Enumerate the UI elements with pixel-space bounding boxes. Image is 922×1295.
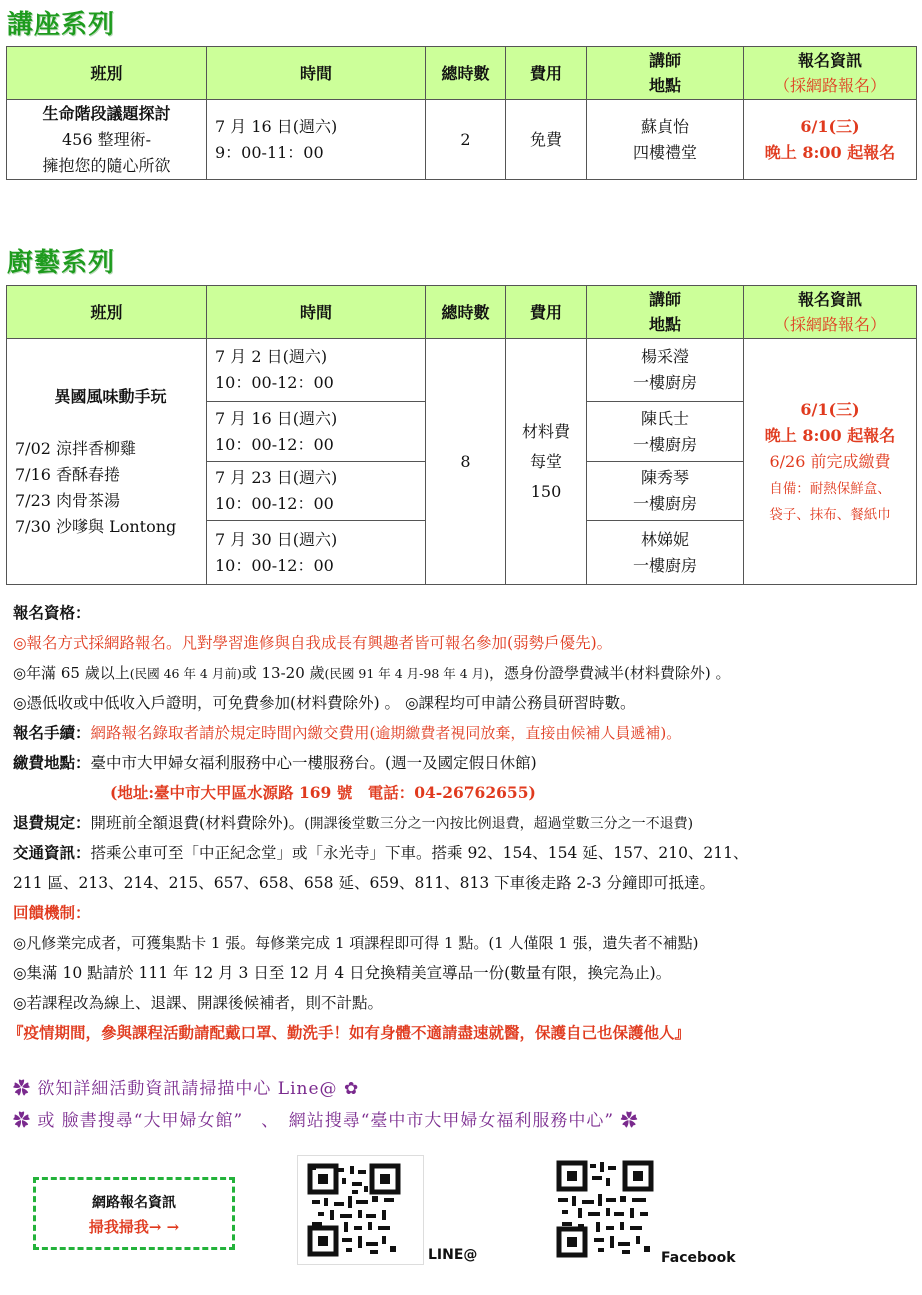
procedure-line: 報名手續：網路報名錄取者請於規定時間內繳交費用(逾期繳費者視同放棄，直接由候補人員遞補)。 (13, 723, 682, 742)
teacher-cell: 陳氏士 一樓廚房 (587, 402, 744, 462)
traffic-line-2: 211 區、213、214、215、657、658、658 延、659、811、813 下車後走路 2-3 分鐘即可抵達。 (13, 874, 715, 892)
hours-cell: 2 (426, 100, 506, 180)
qualification-title: 報名資格： (13, 603, 91, 622)
traffic-line-1: 交通資訊：搭乘公車可至「中正紀念堂」或「永光寺」下車。搭乘 92、154、154 延、157、210、211、 (13, 843, 749, 862)
teacher-cell: 楊采瀅 一樓廚房 (587, 339, 744, 402)
time-cell: 7 月 23 日(週六) 10：00-12：00 (207, 462, 426, 521)
header-teacher-place: 講師 地點 (587, 286, 744, 339)
table-row (7, 339, 917, 402)
teacher-cell: 陳秀琴 一樓廚房 (587, 462, 744, 521)
feedback-line-2: ◎集滿 10 點請於 111 年 12 月 3 日至 12 月 4 日兌換精美宣導品一份(數量有限，換完為止)。 (13, 964, 672, 982)
lecture-section-title: 講座系列 (7, 10, 116, 40)
facebook-qr-code[interactable] (556, 1160, 654, 1258)
cooking-section-title: 廚藝系列 (7, 248, 116, 278)
flower-icon: ✿ (343, 1079, 360, 1099)
time-cell: 7 月 16 日(週六) 10：00-12：00 (207, 402, 426, 462)
time-cell: 7 月 30 日(週六) 10：00-12：00 (207, 521, 426, 585)
flower-icon: ✿ (13, 1111, 31, 1131)
qr-code-icon (556, 1160, 654, 1258)
registration-cell: 6/1(三) 晚上 8:00 起報名 (744, 100, 917, 180)
fee-cell: 材料費 每堂 150 (506, 339, 587, 585)
header-time: 時間 (207, 47, 426, 100)
footer-line-1: ✿ 欲知詳細活動資訊請掃描中心 Line@ ✿ (13, 1079, 360, 1099)
time-cell: 7 月 2 日(週六) 10：00-12：00 (207, 339, 426, 402)
header-hours: 總時數 (426, 286, 506, 339)
cooking-table (6, 285, 917, 585)
header-class: 班別 (7, 47, 207, 100)
feedback-line-1: ◎凡修業完成者，可獲集點卡 1 張。每修業完成 1 項課程即可得 1 點。(1 人僅限 1 張，遺失者不補點) (13, 934, 699, 952)
header-registration: 報名資訊 （採網路報名） (744, 47, 917, 100)
facebook-qr-label: Facebook (661, 1250, 736, 1266)
flower-icon: ✿ (620, 1111, 639, 1131)
payment-line: 繳費地點：臺中市大甲婦女福利服務中心一樓服務台。(週一及國定假日休館) (13, 753, 537, 772)
hours-cell: 8 (426, 339, 506, 585)
header-fee: 費用 (506, 47, 587, 100)
time-cell: 7 月 16 日(週六) 9：00-11：00 (207, 100, 426, 180)
registration-info-box[interactable]: 網路報名資訊 掃我掃我→ → (33, 1177, 235, 1250)
class-cell: 異國風味動手玩 7/02 涼拌香柳雞 7/16 香酥春捲 7/23 肉骨茶湯 7/30 沙嗲與 Lontong (7, 339, 207, 585)
line-qr-label: LINE@ (428, 1247, 478, 1263)
qualification-line-1: ◎報名方式採網路報名。凡對學習進修與自我成長有興趣者皆可報名參加(弱勢戶優先)。 (13, 634, 613, 652)
header-class: 班別 (7, 286, 207, 339)
teacher-cell: 林娣妮 一樓廚房 (587, 521, 744, 585)
header-teacher-place: 講師 地點 (587, 47, 744, 100)
class-cell: 生命階段議題探討 456 整理術- 擁抱您的隨心所欲 (7, 100, 207, 180)
registration-cell: 6/1(三) 晚上 8:00 起報名 6/26 前完成繳費 自備：耐熱保鮮盒、 袋子、抹布、餐紙巾 (744, 339, 917, 585)
qualification-line-2: ◎年滿 65 歲以上(民國 46 年 4 月前)或 13-20 歲(民國 91 年 4 月-98 年 4 月)，憑身份證學費減半(材料費除外) 。 (13, 664, 731, 682)
lecture-table (6, 46, 917, 180)
header-time: 時間 (207, 286, 426, 339)
teacher-cell: 蘇貞怡 四樓禮堂 (587, 100, 744, 180)
feedback-title: 回饋機制： (13, 903, 91, 922)
header-registration: 報名資訊 （採網路報名） (744, 286, 917, 339)
feedback-line-3: ◎若課程改為線上、退課、開課後候補者，則不計點。 (13, 994, 384, 1012)
header-fee: 費用 (506, 286, 587, 339)
qualification-line-3: ◎憑低收或中低收入戶證明，可免費參加(材料費除外) 。 ◎課程均可申請公務員研習時數。 (13, 694, 636, 712)
footer-line-2: ✿ 或 臉書搜尋“大甲婦女館” 、 網站搜尋“臺中市大甲婦女福利服務中心” ✿ (13, 1111, 639, 1131)
line-qr-code[interactable] (297, 1155, 424, 1265)
fee-cell: 免費 (506, 100, 587, 180)
header-hours: 總時數 (426, 47, 506, 100)
table-row (7, 100, 917, 180)
flower-icon: ✿ (13, 1079, 31, 1099)
address-line: (地址:臺中市大甲區水源路 169 號 電話：04-26762655) (110, 783, 536, 802)
covid-warning: 『疫情期間，參與課程活動請配戴口罩、勤洗手！如有身體不適請盡速就醫，保護自己也保護他人』 (8, 1023, 691, 1042)
qr-code-icon (298, 1156, 423, 1264)
refund-line: 退費規定：開班前全額退費(材料費除外)。(開課後堂數三分之一內按比例退費，超過堂數三分之一不退費) (13, 813, 694, 832)
